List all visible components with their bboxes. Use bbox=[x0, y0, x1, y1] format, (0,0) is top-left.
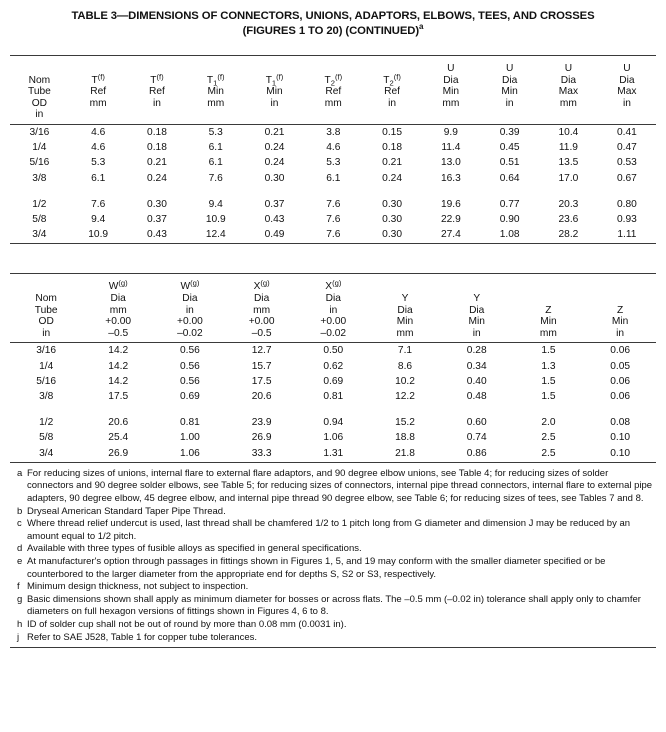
footnote-marker: e bbox=[17, 555, 23, 567]
table-row bbox=[10, 125, 656, 140]
table-1-header-row bbox=[10, 63, 656, 121]
column-header: $X^{(g)}$ Dia in +0.00 –0.02 bbox=[320, 278, 347, 339]
table-cell: 0.80 bbox=[616, 198, 637, 210]
table-cell: 13.0 bbox=[440, 157, 461, 169]
column-header: Nom Tube OD in bbox=[34, 292, 58, 339]
table-cell: 0.51 bbox=[499, 157, 520, 169]
footnote-marker: a bbox=[17, 467, 23, 479]
table-cell: 6.1 bbox=[208, 142, 223, 154]
table-cell: 0.49 bbox=[264, 229, 285, 241]
table-cell: 0.24 bbox=[264, 157, 285, 169]
table-cell: 0.37 bbox=[264, 198, 285, 210]
table-cell: 1.5 bbox=[541, 390, 556, 402]
table-cell: 28.2 bbox=[558, 229, 579, 241]
table-cell: 1.5 bbox=[541, 345, 556, 357]
table-cell: 9.4 bbox=[91, 213, 106, 225]
column-header: U Dia Max mm bbox=[558, 63, 579, 109]
table-cell: 0.24 bbox=[264, 142, 285, 154]
table-title-line-2-text: (FIGURES 1 TO 20) (CONTINUED) bbox=[242, 25, 420, 37]
table-cell: 0.64 bbox=[499, 172, 520, 184]
table-2-wrapper bbox=[10, 273, 656, 462]
table-cell: 1/4 bbox=[32, 142, 47, 154]
table-cell: 12.2 bbox=[395, 390, 415, 402]
footnotes-list bbox=[10, 468, 656, 644]
table-cell: 0.34 bbox=[466, 360, 487, 372]
dimensions-table-2-body bbox=[10, 343, 656, 462]
table-row bbox=[10, 155, 656, 170]
table-cell: 11.9 bbox=[558, 142, 578, 154]
footnote-marker: g bbox=[17, 593, 23, 605]
table-cell: 0.62 bbox=[323, 360, 344, 372]
footnote-marker: c bbox=[17, 518, 22, 530]
column-header: Nom Tube OD in bbox=[27, 74, 51, 121]
table-row bbox=[10, 140, 656, 155]
table-cell: 0.18 bbox=[382, 142, 402, 154]
table-cell: 26.9 bbox=[108, 447, 129, 459]
table-cell: 10.9 bbox=[205, 213, 226, 225]
table-cell: 5.3 bbox=[91, 157, 106, 169]
column-header: U Dia Min in bbox=[501, 63, 518, 109]
table-cell: 0.30 bbox=[382, 198, 402, 210]
table-cell: 0.47 bbox=[616, 142, 637, 154]
table-cell: 0.08 bbox=[610, 417, 631, 429]
table-cell: 5.3 bbox=[208, 126, 223, 138]
table-cell: 23.9 bbox=[251, 417, 272, 429]
table-2-body bbox=[10, 343, 656, 460]
table-cell: 23.6 bbox=[558, 213, 579, 225]
table-cell: 14.2 bbox=[108, 360, 129, 372]
table-cell: 5.3 bbox=[326, 157, 341, 169]
dimensions-table-1 bbox=[10, 55, 656, 125]
footnote-item bbox=[10, 594, 656, 619]
table-cell: 7.6 bbox=[208, 172, 223, 184]
table-cell: 0.24 bbox=[382, 172, 402, 184]
column-header: $T_2^{(f)}$ Ref in bbox=[383, 72, 401, 109]
column-header: $T^{(f)}$ Ref mm bbox=[89, 72, 107, 109]
footnote-text: At manufacturer's option through passages in fittings shown in Figures 1, 5, and 19 may conform with the smaller diameter specified or be counterbored to the larger diameter from the appropriate end for depths S, S2 or S3, respectively. bbox=[27, 555, 606, 580]
table-cell: 8.6 bbox=[397, 360, 413, 372]
footnote-item bbox=[10, 506, 656, 519]
table-cell: 5/16 bbox=[36, 375, 57, 387]
table-row bbox=[10, 227, 656, 242]
table-row bbox=[10, 430, 656, 445]
table-cell: 3/4 bbox=[39, 447, 54, 459]
table-cell: 18.8 bbox=[395, 432, 415, 444]
table-cell: 15.2 bbox=[395, 417, 415, 429]
column-header: $X^{(g)}$ Dia mm +0.00 –0.5 bbox=[248, 278, 275, 339]
table-cell: 20.6 bbox=[108, 417, 129, 429]
dimensions-table-2 bbox=[10, 273, 656, 343]
table-2-header-row bbox=[10, 281, 656, 339]
footnote-item bbox=[10, 632, 656, 645]
table-row bbox=[10, 343, 656, 358]
footnote-text: Basic dimensions shown shall apply as minimum diameter for bosses or across flats. The –0.5 mm (–0.02 in) tolerance shall apply only to chamfer diameters on full hexagon versions of fittings shown in Figures 4, 6 to 8. bbox=[27, 593, 641, 618]
table-cell: 6.1 bbox=[91, 172, 106, 184]
footnote-item bbox=[10, 518, 656, 543]
table-cell: 0.05 bbox=[610, 360, 631, 372]
table-cell: 1/2 bbox=[39, 417, 54, 429]
footnote-marker: d bbox=[17, 543, 23, 555]
table-cell: 20.6 bbox=[251, 390, 272, 402]
table-cell: 14.2 bbox=[108, 375, 129, 387]
table-title-block bbox=[0, 0, 666, 39]
table-cell: 14.2 bbox=[108, 345, 129, 357]
table-cell: 7.6 bbox=[326, 198, 341, 210]
table-cell: 1.5 bbox=[541, 375, 556, 387]
table-cell: 1.00 bbox=[179, 432, 200, 444]
table-row bbox=[10, 415, 656, 430]
table-cell: 12.4 bbox=[205, 229, 226, 241]
table-cell: 0.77 bbox=[499, 198, 520, 210]
table-cell: 17.5 bbox=[251, 375, 272, 387]
column-header: U Dia Max in bbox=[617, 63, 637, 109]
table-cell: 0.18 bbox=[147, 142, 167, 154]
footnote-text: Where thread relief undercut is used, last thread shall be chamfered 1/2 to 1 pitch long from G diameter and dimension J may be reduced by an amount equal to 1/2 pitch. bbox=[27, 518, 631, 542]
table-cell: 5/16 bbox=[29, 157, 50, 169]
table-cell: 0.06 bbox=[610, 375, 631, 387]
table-row bbox=[10, 197, 656, 212]
column-header: $T^{(f)}$ Ref in bbox=[149, 72, 165, 109]
table-cell: 0.18 bbox=[147, 126, 167, 138]
table-cell: 1.11 bbox=[617, 229, 637, 241]
dimensions-table-1-body bbox=[10, 125, 656, 244]
table-cell: 1.31 bbox=[323, 447, 344, 459]
table-cell: 0.37 bbox=[147, 213, 167, 225]
table-cell: 15.7 bbox=[251, 360, 272, 372]
table-cell: 0.15 bbox=[382, 126, 402, 138]
table-cell: 10.2 bbox=[395, 375, 415, 387]
table-cell: 7.6 bbox=[326, 229, 341, 241]
footnote-text: ID of solder cup shall not be out of round by more than 0.08 mm (0.0031 in). bbox=[27, 618, 347, 630]
table-cell: 7.6 bbox=[326, 213, 341, 225]
table-cell: 0.10 bbox=[610, 432, 631, 444]
column-header: $T_1^{(f)}$ Min in bbox=[265, 72, 284, 109]
table-cell: 4.6 bbox=[91, 142, 106, 154]
table-cell: 19.6 bbox=[440, 198, 461, 210]
table-cell: 0.93 bbox=[616, 213, 637, 225]
table-cell: 1/2 bbox=[32, 198, 47, 210]
footnote-item bbox=[10, 581, 656, 594]
table-cell: 0.21 bbox=[264, 126, 285, 138]
table-row bbox=[10, 212, 656, 227]
footnote-item bbox=[10, 619, 656, 632]
table-title-line-1: TABLE 3—DIMENSIONS OF CONNECTORS, UNIONS, ADAPTORS, ELBOWS, TEES, AND CROSSES bbox=[71, 10, 595, 22]
table-cell: 11.4 bbox=[441, 142, 461, 154]
column-header: $W^{(g)}$ Dia in +0.00 –0.02 bbox=[177, 278, 203, 339]
footnote-text: Dryseal American Standard Taper Pipe Thread. bbox=[27, 505, 226, 517]
table-cell: 6.1 bbox=[208, 157, 223, 169]
table-cell: 5/8 bbox=[32, 213, 47, 225]
table-cell: 21.8 bbox=[395, 447, 415, 459]
table-cell: 0.45 bbox=[499, 142, 520, 154]
table-cell: 10.4 bbox=[558, 126, 579, 138]
table-cell: 0.40 bbox=[466, 375, 487, 387]
table-cell: 0.48 bbox=[466, 390, 487, 402]
table-cell: 0.30 bbox=[264, 172, 285, 184]
table-cell: 0.60 bbox=[466, 417, 487, 429]
footnote-marker: f bbox=[17, 581, 20, 593]
column-header: $T_1^{(f)}$ Min mm bbox=[206, 72, 225, 109]
table-row bbox=[10, 389, 656, 404]
table-title-line-2 bbox=[16, 24, 650, 39]
table-cell: 0.50 bbox=[323, 345, 344, 357]
table-cell: 22.9 bbox=[440, 213, 461, 225]
table-cell: 12.7 bbox=[251, 345, 272, 357]
table-cell: 0.24 bbox=[147, 172, 167, 184]
footnote-item bbox=[10, 543, 656, 556]
table-cell: 7.6 bbox=[91, 198, 106, 210]
table-cell: 1.06 bbox=[179, 447, 200, 459]
table-cell: 0.10 bbox=[610, 447, 631, 459]
table-cell: 7.1 bbox=[397, 345, 413, 357]
table-cell: 0.74 bbox=[466, 432, 487, 444]
footnote-text: Available with three types of fusible alloys as specified in general specifications. bbox=[27, 543, 362, 555]
table-cell: 0.41 bbox=[616, 126, 637, 138]
table-cell: 2.5 bbox=[541, 432, 556, 444]
row-group-spacer bbox=[10, 404, 656, 415]
column-header: $T_2^{(f)}$ Ref mm bbox=[324, 72, 343, 109]
table-cell: 0.86 bbox=[466, 447, 487, 459]
column-header: U Dia Min mm bbox=[442, 63, 460, 109]
table-cell: 3/8 bbox=[39, 390, 54, 402]
table-cell: 0.39 bbox=[499, 126, 520, 138]
table-cell: 0.56 bbox=[179, 360, 200, 372]
column-header: $W^{(g)}$ Dia mm +0.00 –0.5 bbox=[105, 278, 132, 339]
table-row bbox=[10, 171, 656, 186]
table-cell: 0.69 bbox=[323, 375, 344, 387]
table-cell: 0.67 bbox=[616, 172, 637, 184]
table-cell: 26.9 bbox=[251, 432, 272, 444]
table-cell: 33.3 bbox=[251, 447, 272, 459]
table-cell: 0.53 bbox=[616, 157, 637, 169]
table-cell: 0.06 bbox=[610, 390, 631, 402]
column-header: Y Dia Min in bbox=[468, 292, 485, 339]
table-1-wrapper bbox=[10, 55, 656, 244]
table-cell: 3/16 bbox=[36, 345, 57, 357]
table-cell: 3.8 bbox=[326, 126, 341, 138]
table-cell: 0.30 bbox=[382, 229, 402, 241]
table-cell: 0.30 bbox=[147, 198, 167, 210]
table-cell: 0.81 bbox=[323, 390, 344, 402]
table-title-footnote-ref: a bbox=[419, 22, 424, 32]
table-cell: 0.81 bbox=[179, 417, 200, 429]
table-row bbox=[10, 359, 656, 374]
table-cell: 0.90 bbox=[499, 213, 520, 225]
table-cell: 1/4 bbox=[39, 360, 54, 372]
footnote-text: Refer to SAE J528, Table 1 for copper tube tolerances. bbox=[27, 631, 258, 643]
table-cell: 0.28 bbox=[466, 345, 487, 357]
table-cell: 17.5 bbox=[108, 390, 129, 402]
footnote-item bbox=[10, 556, 656, 581]
footnote-marker: b bbox=[17, 505, 23, 517]
footnote-text: Minimum design thickness, not subject to inspection. bbox=[27, 581, 249, 593]
table-cell: 9.9 bbox=[443, 126, 458, 138]
table-cell: 0.43 bbox=[147, 229, 167, 241]
column-header: Z Min in bbox=[611, 304, 629, 339]
table-cell: 13.5 bbox=[558, 157, 579, 169]
table-cell: 0.30 bbox=[382, 213, 402, 225]
footnote-text: For reducing sizes of unions, internal flare to external flare adaptors, and 90 degree elbow unions, see Table 4; for reducing sizes of solder connectors and 90 degree solder elbows, see Table 5; for reducing sizes of connectors, internal pipe thread connectors, internal flare to external pipe adapters, 90 degree elbow, 45 degree elbow, and internal pipe thread 90 degree elbow, see Table 6; for reducing sizes of tees, see Tables 7 and 8. bbox=[27, 467, 653, 504]
table-cell: 0.56 bbox=[179, 345, 200, 357]
table-cell: 1.08 bbox=[499, 229, 520, 241]
row-group-spacer bbox=[10, 186, 656, 197]
footnote-marker: j bbox=[17, 631, 20, 643]
table-cell: 4.6 bbox=[326, 142, 341, 154]
table-cell: 25.4 bbox=[108, 432, 129, 444]
table-cell: 17.0 bbox=[558, 172, 579, 184]
column-header: Y Dia Min mm bbox=[396, 292, 414, 339]
table-cell: 0.43 bbox=[264, 213, 285, 225]
table-cell: 2.0 bbox=[541, 417, 556, 429]
table-cell: 0.06 bbox=[610, 345, 631, 357]
table-cell: 0.56 bbox=[179, 375, 200, 387]
table-cell: 0.69 bbox=[179, 390, 200, 402]
table-cell: 20.3 bbox=[558, 198, 579, 210]
table-cell: 10.9 bbox=[88, 229, 109, 241]
table-cell: 0.94 bbox=[323, 417, 344, 429]
table-2-bottom-rule bbox=[10, 461, 656, 463]
table-1-body bbox=[10, 125, 656, 242]
table-cell: 5/8 bbox=[39, 432, 54, 444]
footnote-marker: h bbox=[17, 618, 23, 630]
table-row bbox=[10, 446, 656, 461]
table-cell: 3/8 bbox=[32, 172, 47, 184]
column-header: Z Min mm bbox=[539, 304, 557, 339]
table-cell: 3/16 bbox=[29, 126, 50, 138]
table-cell: 27.4 bbox=[440, 229, 461, 241]
table-cell: 9.4 bbox=[208, 198, 223, 210]
footnotes-bottom-rule bbox=[10, 647, 656, 648]
table-cell: 2.5 bbox=[541, 447, 556, 459]
table-cell: 0.21 bbox=[382, 157, 402, 169]
table-row bbox=[10, 374, 656, 389]
footnote-item bbox=[10, 468, 656, 506]
table-cell: 1.06 bbox=[323, 432, 344, 444]
table-cell: 3/4 bbox=[32, 229, 47, 241]
table-cell: 6.1 bbox=[326, 172, 341, 184]
table-cell: 16.3 bbox=[440, 172, 461, 184]
table-cell: 0.21 bbox=[147, 157, 167, 169]
table-cell: 4.6 bbox=[91, 126, 106, 138]
tables-gap bbox=[0, 244, 666, 273]
table-cell: 1.3 bbox=[541, 360, 556, 372]
